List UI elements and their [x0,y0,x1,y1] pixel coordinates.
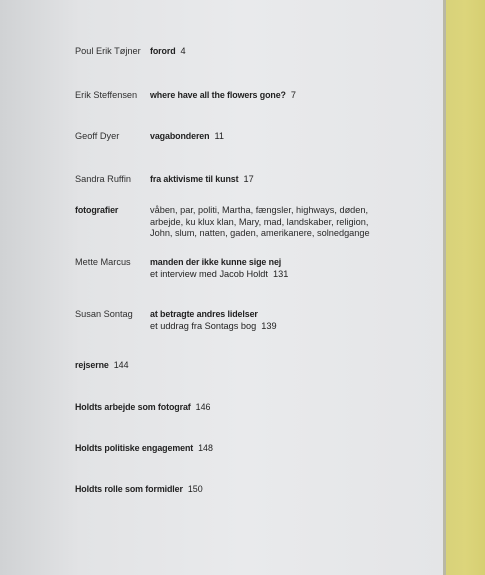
toc-author-6: Susan Sontag [75,309,133,319]
toc-section-title-3: Holdts politiske engagement [75,443,194,453]
toc-author-3: Geoff Dyer [75,131,120,141]
toc-entry-2[interactable] [150,90,296,100]
toc-author-1: Poul Erik Tøjner [75,46,141,56]
toc-entry-4[interactable] [150,174,254,184]
toc-author-2: Erik Steffensen [75,90,138,100]
toc-title-5: manden der ikke kunne sige nej [150,257,282,267]
toc-title-4: fra aktivisme til kunst [150,174,239,184]
toc-page-6: 139 [261,320,277,331]
toc-photos-keywords [150,205,390,240]
toc-photos-title: fotografier [75,205,119,215]
toc-title-3: vagabonderen [150,131,210,141]
toc-entry-3[interactable] [150,131,224,141]
toc-photos-heading[interactable] [75,205,118,215]
keywords-line-3: John, slum, natten, gaden, amerikanere, solnedgange [150,228,370,239]
toc-page-2: 7 [290,90,297,100]
toc-author-4: Sandra Ruffin [75,174,132,184]
toc-page-3: 11 [214,131,225,141]
toc-page-1: 4 [180,46,186,56]
toc-subtitle-6: et uddrag fra Sontags bog [150,320,257,331]
toc-section-page-4: 150 [187,484,203,494]
toc-section-1[interactable] [75,360,129,370]
keywords-line-1: våben, par, politi, Martha, fængsler, highways, døden, [150,205,369,215]
toc-section-title-4: Holdts rolle som formidler [75,484,183,494]
toc-title-6: at betragte andres lidelser [150,309,258,319]
toc-section-title-1: rejserne [75,360,109,370]
toc-section-3[interactable] [75,443,213,453]
toc-entry-1[interactable] [150,46,186,56]
toc-title-1: forord [150,46,176,56]
toc-section-page-2: 146 [195,402,211,412]
toc-section-title-2: Holdts arbejde som fotograf [75,402,191,412]
toc-section-2[interactable] [75,402,210,412]
yellow-cover-strip [446,0,485,575]
toc-section-page-3: 148 [198,443,213,453]
toc-entry-6[interactable] [150,309,277,332]
toc-section-4[interactable] [75,484,203,494]
toc-page-4: 17 [243,174,254,184]
toc-entry-5[interactable] [150,257,288,280]
toc-subtitle-5: et interview med Jacob Holdt [150,268,268,279]
keywords-line-2: arbejde, ku klux klan, Mary, mad, landskaber, religion, [150,216,369,227]
toc-author-5: Mette Marcus [75,257,131,267]
toc-page-5: 131 [272,268,289,279]
toc-title-2: where have all the flowers gone? [150,90,286,100]
toc-section-page-1: 144 [113,360,129,370]
